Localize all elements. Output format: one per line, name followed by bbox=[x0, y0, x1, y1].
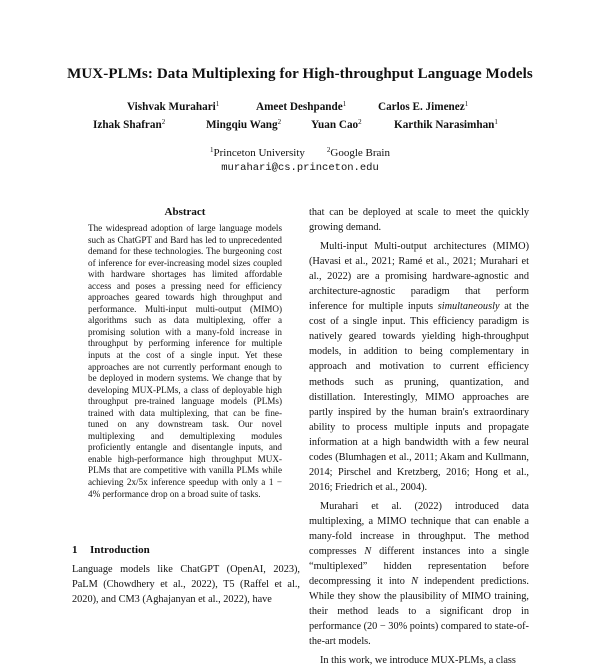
author-6: Yuan Cao$^2$ bbox=[311, 118, 362, 131]
author-5: Mingqiu Wang$^2$ bbox=[206, 118, 282, 131]
author-email: murahari@cs.princeton.edu bbox=[221, 162, 379, 174]
right-paragraph-1: that can be deployed at scale to meet the quickly growing demand. bbox=[309, 207, 529, 234]
author-3: Carlos E. Jimenez$^1$ bbox=[378, 100, 469, 113]
author-row-1 bbox=[0, 100, 600, 118]
abstract-heading: Abstract bbox=[164, 206, 206, 218]
affiliations: $^1$Princeton University $^2$Google Brain bbox=[210, 146, 390, 159]
author-1: Vishvak Murahari$^1$ bbox=[127, 100, 220, 113]
author-list bbox=[0, 100, 600, 136]
abstract-text: The widespread adoption of large language models such as ChatGPT and Bard has led to unprecedented demand for these technologies. The burgeoning cost of inference for ever-increasing model sizes coupled with hardware shortages has limited affordable access and poses a pressing need for efficiency approaches geared towards high throughput and performance. Multi-input multi-output (MIMO) algorithms such as data multiplexing, offer a promising solution with a many-fold increase in throughput by performing inference for multiple inputs at the cost of a single input. Yet these approaches are not currently performant enough to be deployed in modern systems. We change that by developing MUX-PLMs, a class of deployable high throughput pre-trained language models (PLMs) trained with data multiplexing, that can be fine-tuned on any downstream task. Our novel multiplexing and demultiplexing modules proficiently entangle and disentangle inputs, and enable high-performance high throughput MUX-PLMs that are competitive with vanilla PLMs while achieving 2x/5x inference speedup with only a 1 − 4% performance drop on a broad suite of tasks. bbox=[88, 223, 282, 499]
affiliation-princeton: Princeton University bbox=[213, 147, 305, 159]
affiliation-google: Google Brain bbox=[330, 147, 390, 159]
author-7: Karthik Narasimhan$^1$ bbox=[394, 118, 498, 131]
author-2: Ameet Deshpande$^1$ bbox=[256, 100, 347, 113]
right-column bbox=[309, 205, 529, 672]
right-paragraph-3: Murahari et al. (2022) introduced data multiplexing, a MIMO technique that can enable a many-fold increase in throughput. The method compresses N different instances into a single “multiplexed” hidden representation before decompressing it into N independent predictions. While they show the plausibility of MIMO training, their method leads to a significant drop in performance (20 − 30% points) compared to state-of-the-art models. bbox=[309, 500, 530, 648]
right-paragraph-4: In this work, we introduce MUX-PLMs, a class bbox=[320, 655, 516, 667]
introduction-text: Language models like ChatGPT (OpenAI, 2023), PaLM (Chowdhery et al., 2022), T5 (Raffel et al., 2020), and CM3 (Aghajanyan et al., 2022), have bbox=[72, 564, 300, 605]
paper-title: MUX-PLMs: Data Multiplexing for High-throughput Language Models bbox=[67, 66, 533, 82]
section-heading-introduction: 1 Introduction bbox=[72, 544, 150, 556]
author-row-2 bbox=[0, 118, 600, 136]
right-paragraph-2: Multi-input Multi-output architectures (MIMO) (Havasi et al., 2021; Ramé et al., 2021; Murahari et al., 2022) are a promising hardware-agnostic and architecture-agnostic paradigm that perform inference for multiple inputs simultaneously at the cost of a single input. This efficiency paradigm is natively geared towards yielding high-throughput models, in addition to being complementary in approach and motivation to current efficiency methods such as pruning, quantization, and distillation. Interestingly, MIMO approaches are partly inspired by the human brain's extraordinary ability to process multiple inputs and propagate information at a high bandwidth with a few neural codes (Blumhagen et al., 2011; Akam and Kullmann, 2014; Pirschel and Kretzberg, 2016; Hong et al., 2016; Friedrich et al., 2004). bbox=[309, 241, 529, 493]
author-4: Izhak Shafran$^2$ bbox=[93, 118, 166, 131]
